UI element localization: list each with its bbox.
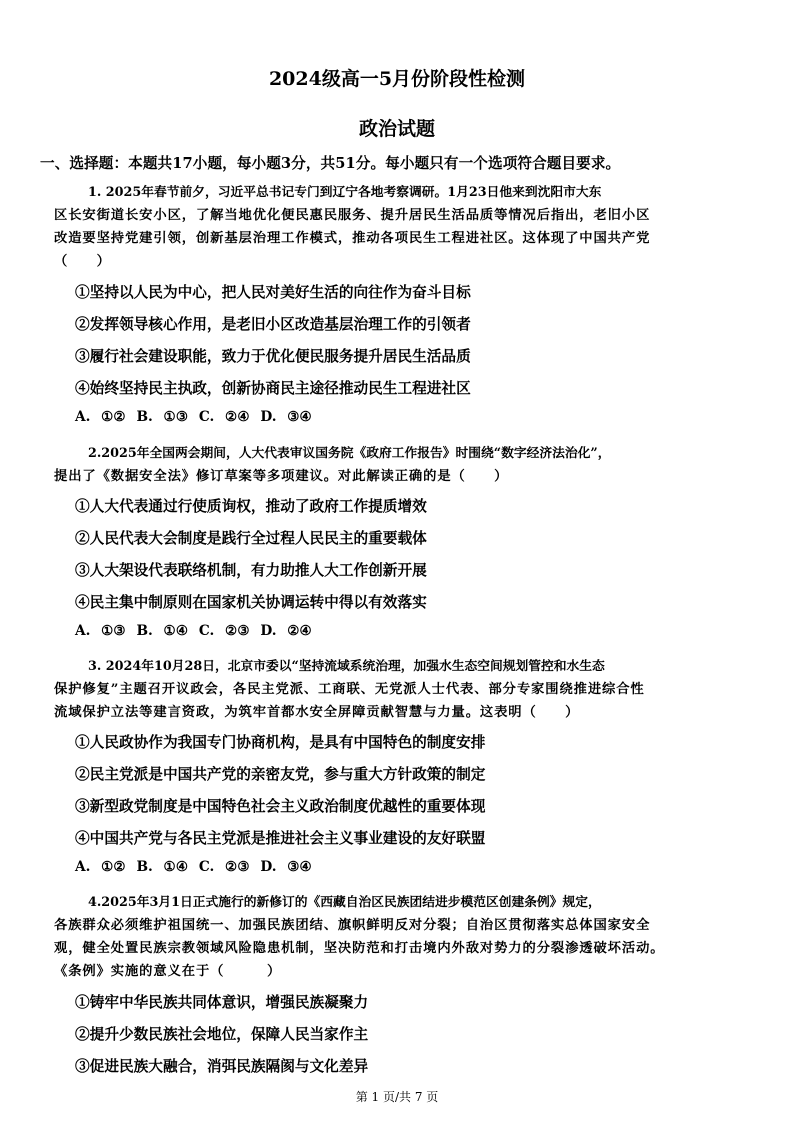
question-2-option-4: ④民主集中制原则在国家机关协调运转中得以有效落实 xyxy=(75,594,427,611)
question-2-option-2: ②人民代表大会制度是践行全过程人民民主的重要载体 xyxy=(75,530,427,547)
question-1-option-2: ②发挥领导核心作用，是老旧小区改造基层治理工作的引领者 xyxy=(75,316,471,333)
question-3-option-2: ②民主党派是中国共产党的亲密友党，参与重大方针政策的制定 xyxy=(75,766,486,783)
question-2-stem-line-2: 提出了《数据安全法》修订草案等多项建议。对此解读正确的是（ ） xyxy=(54,469,509,484)
question-4-stem-line-4: 《条例》实施的意义在于（ ） xyxy=(54,964,282,979)
page-number-footer: 第 1 页/共 7 页 xyxy=(355,1090,439,1104)
question-1-stem-line-2: 区长安街道长安小区，了解当地优化便民惠民服务、提升居民生活品质等情况后指出，老旧小区 xyxy=(54,208,651,223)
exam-title: 2024级高一5月份阶段性检测 xyxy=(268,68,526,90)
question-4-stem-line-1: 4.2025年3月1日正式施行的新修订的《西藏自治区民族团结进步模范区创建条例》规定， xyxy=(88,895,601,910)
question-1-option-3: ③履行社会建设职能，致力于优化便民服务提升居民生活品质 xyxy=(75,348,471,365)
question-2-option-1: ①人大代表通过行使质询权，推动了政府工作提质增效 xyxy=(75,498,427,515)
question-3-option-1: ①人民政协作为我国专门协商机构，是具有中国特色的制度安排 xyxy=(75,734,486,751)
question-2-answers: A. ①③ B. ①④ C. ②③ D. ②④ xyxy=(75,623,312,639)
question-1-stem-line-1: 1. 2025年春节前夕，习近平总书记专门到辽宁各地考察调研。1月23日他来到沈阳市大东 xyxy=(88,185,602,200)
question-4-option-3: ③促进民族大融合，消弭民族隔阂与文化差异 xyxy=(75,1058,369,1075)
question-3-stem-line-1: 3. 2024年10月28日，北京市委以“坚持流域系统治理，加强水生态空间规划管控和水生态 xyxy=(88,659,605,674)
question-3-option-4: ④中国共产党与各民主党派是推进社会主义事业建设的友好联盟 xyxy=(75,830,486,847)
question-2-option-3: ③人大架设代表联络机制，有力助推人大工作创新开展 xyxy=(75,562,427,579)
question-1-option-1: ①坚持以人民为中心，把人民对美好生活的向往作为奋斗目标 xyxy=(75,284,471,301)
question-1-answers: A. ①② B. ①③ C. ②④ D. ③④ xyxy=(75,409,312,425)
question-4-option-2: ②提升少数民族社会地位，保障人民当家作主 xyxy=(75,1026,369,1043)
question-4-option-1: ①铸牢中华民族共同体意识，增强民族凝聚力 xyxy=(75,994,369,1011)
question-1-stem-line-3: 改造要坚持党建引领，创新基层治理工作模式，推动各项民生工程进社区。这体现了中国共产党 xyxy=(54,231,651,246)
question-2-stem-line-1: 2.2025年全国两会期间，人大代表审议国务院《政府工作报告》时围绕“数字经济法治化”， xyxy=(88,446,611,461)
question-1-option-4: ④始终坚持民主执政，创新协商民主途径推动民生工程进社区 xyxy=(75,380,471,397)
subject-title: 政治试题 xyxy=(358,118,435,140)
question-3-answers: A. ①② B. ①④ C. ②③ D. ③④ xyxy=(75,859,312,875)
question-3-stem-line-2: 保护修复”主题召开议政会，各民主党派、工商联、无党派人士代表、部分专家围绕推进综合性 xyxy=(54,682,645,697)
question-1-stem-line-4: （ ） xyxy=(54,254,111,269)
question-4-stem-line-3: 观，健全处置民族宗教领域风险隐患机制，坚决防范和打击境内外敌对势力的分裂渗透破坏活动。 xyxy=(54,941,665,956)
section-heading: 一、选择题：本题共17小题，每小题3分，共51分。每小题只有一个选项符合题目要求。 xyxy=(40,155,621,172)
question-3-stem-line-3: 流域保护立法等建言资政，为筑牢首都水安全屏障贡献智慧与力量。这表明（ ） xyxy=(54,705,580,720)
question-3-option-3: ③新型政党制度是中国特色社会主义政治制度优越性的重要体现 xyxy=(75,798,486,815)
question-4-stem-line-2: 各族群众必须维护祖国统一、加强民族团结、旗帜鲜明反对分裂；自治区贯彻落实总体国家安全 xyxy=(54,918,651,933)
